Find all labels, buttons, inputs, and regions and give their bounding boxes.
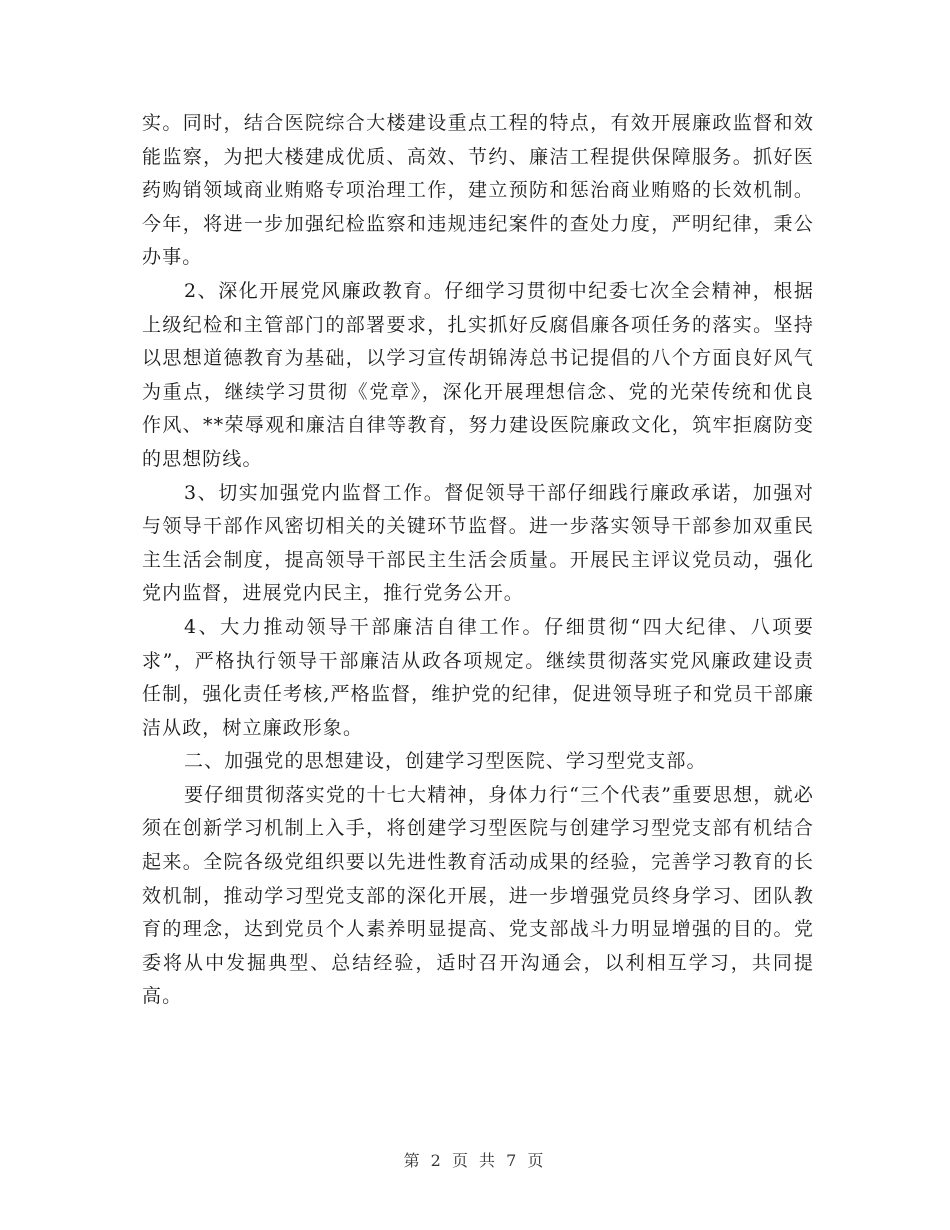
paragraph-section-2-body: 要仔细贯彻落实党的十七大精神，身体力行“三个代表”重要思想，就必须在创新学习机制上入手，将创建学习型医院与创建学习型党支部有机结合起来。全院各级党组织要以先进性教育活动成果的经验，完善学习教育的长效机制，推动学习型党支部的深化开展，进一步增强党员终身学习、团队教育的理念，达到党员个人素养明显提高、党支部战斗力明显增强的目的。党委将从中发掘典型、总结经验，适时召开沟通会，以利相互学习，共同提高。 (142, 783, 814, 1008)
document-body (142, 107, 814, 1014)
paragraph-item-4: 4、大力推动领导干部廉洁自律工作。仔细贯彻“四大纪律、八项要求”，严格执行领导干部廉洁从政各项规定。继续贯彻落实党风廉政建设责任制，强化责任考核,严格监督，维护党的纪律，促进领导班子和党员干部廉洁从政，树立廉政形象。 (142, 615, 814, 739)
section-heading-2: 二、加强党的思想建设，创建学习型医院、学习型党支部。 (184, 750, 707, 773)
paragraph-item-3: 3、切实加强党内监督工作。督促领导干部仔细践行廉政承诺，加强对与领导干部作风密切相关的关键环节监督。进一步落实领导干部参加双重民主生活会制度，提高领导干部民主生活会质量。开展民主评议党员动，强化党内监督，进展党内民主，推行党务公开。 (142, 481, 814, 605)
page-number-footer: 第 2 页 共 7 页 (403, 1151, 547, 1170)
paragraph-continuation: 实。同时，结合医院综合大楼建设重点工程的特点，有效开展廉政监督和效能监察，为把大楼建成优质、高效、节约、廉洁工程提供保障服务。抓好医药购销领域商业贿赂专项治理工作，建立预防和惩治商业贿赂的长效机制。今年，将进一步加强纪检监察和违规违纪案件的查处力度，严明纪律，秉公办事。 (142, 112, 814, 269)
paragraph-item-2: 2、深化开展党风廉政教育。仔细学习贯彻中纪委七次全会精神，根据上级纪检和主管部门的部署要求，扎实抓好反腐倡廉各项任务的落实。坚持以思想道德教育为基础，以学习宣传胡锦涛总书记提倡的八个方面良好风气为重点，继续学习贯彻《党章》，深化开展理想信念、党的光荣传统和优良作风、**荣辱观和廉洁自律等教育，努力建设医院廉政文化，筑牢拒腐防变的思想防线。 (142, 279, 814, 470)
